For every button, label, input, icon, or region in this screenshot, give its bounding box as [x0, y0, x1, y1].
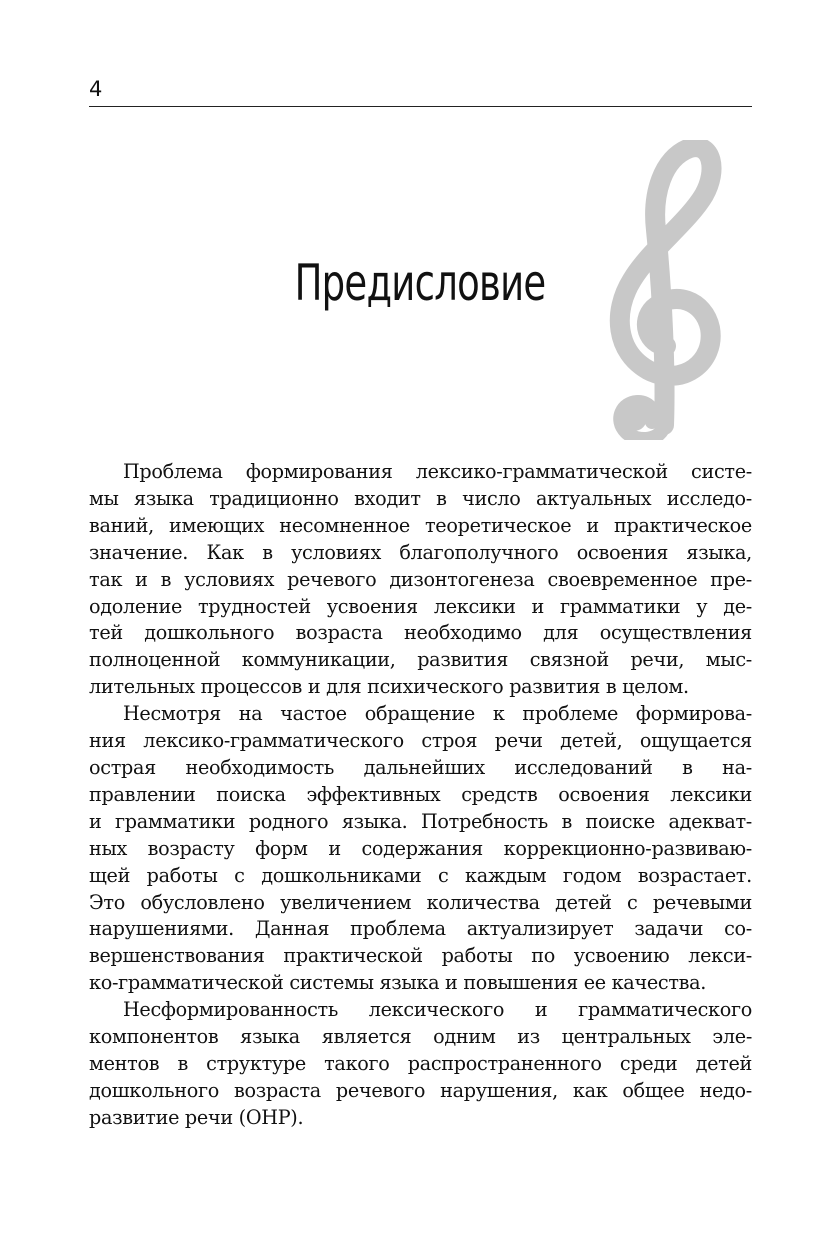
- chapter-title: Предисловие: [294, 254, 546, 312]
- header-rule: [89, 106, 752, 107]
- text-line: так и в условиях речевого дизонтогенеза своевременное пре-: [89, 567, 752, 591]
- text-line: ных возрасту форм и содержания коррекционно-развиваю-: [89, 836, 752, 860]
- text-line: ния лексико-грамматического строя речи детей, ощущается: [89, 729, 752, 753]
- text-line: и грамматики родного языка. Потребность в поиске адекват-: [89, 809, 752, 833]
- text-line: нарушениями. Данная проблема актуализирует задачи со-: [89, 917, 752, 941]
- text-line: ментов в структуре такого распространенного среди детей: [89, 1051, 752, 1075]
- text-line: значение. Как в условиях благополучного освоения языка,: [89, 540, 752, 564]
- text-line: правлении поиска эффективных средств освоения лексики: [89, 782, 752, 806]
- text-line: Несформированность лексического и грамматического: [123, 998, 752, 1022]
- paragraph-3: [89, 997, 752, 1132]
- text-line: Несмотря на частое обращение к проблеме формирова-: [123, 702, 752, 726]
- text-line: Проблема формирования лексико-грамматической систе-: [123, 460, 752, 483]
- text-line: мы языка традиционно входит в число актуальных исследо-: [89, 486, 752, 510]
- text-line: Это обусловлено увеличением количества детей с речевыми: [89, 890, 752, 914]
- text-line: полноценной коммуникации, развития связной речи, мыс-: [89, 648, 752, 672]
- text-line: ко-грамматической системы языка и повышения ее качества.: [89, 971, 707, 995]
- paragraph-2: [89, 701, 752, 997]
- text-line: вершенствования практической работы по усвоению лекси-: [89, 944, 752, 968]
- text-line: компонентов языка является одним из центральных эле-: [89, 1025, 752, 1049]
- body-text: [89, 459, 752, 1132]
- text-line: ваний, имеющих несомненное теоретическое и практическое: [89, 513, 752, 537]
- text-line: дошкольного возраста речевого нарушения, как общее недо-: [89, 1078, 752, 1102]
- treble-clef-icon: [590, 140, 730, 440]
- text-line: тей дошкольного возраста необходимо для осуществления: [89, 621, 752, 645]
- text-line: лительных процессов и для психического развития в целом.: [89, 675, 689, 699]
- page-number: 4: [89, 77, 103, 101]
- text-line: одоление трудностей усвоения лексики и грамматики у де-: [89, 594, 752, 618]
- text-line: щей работы с дошкольниками с каждым годом возрастает.: [89, 863, 752, 887]
- text-line: развитие речи (ОНР).: [89, 1105, 304, 1129]
- paragraph-1: [89, 459, 752, 701]
- text-line: острая необходимость дальнейших исследований в на-: [89, 755, 752, 779]
